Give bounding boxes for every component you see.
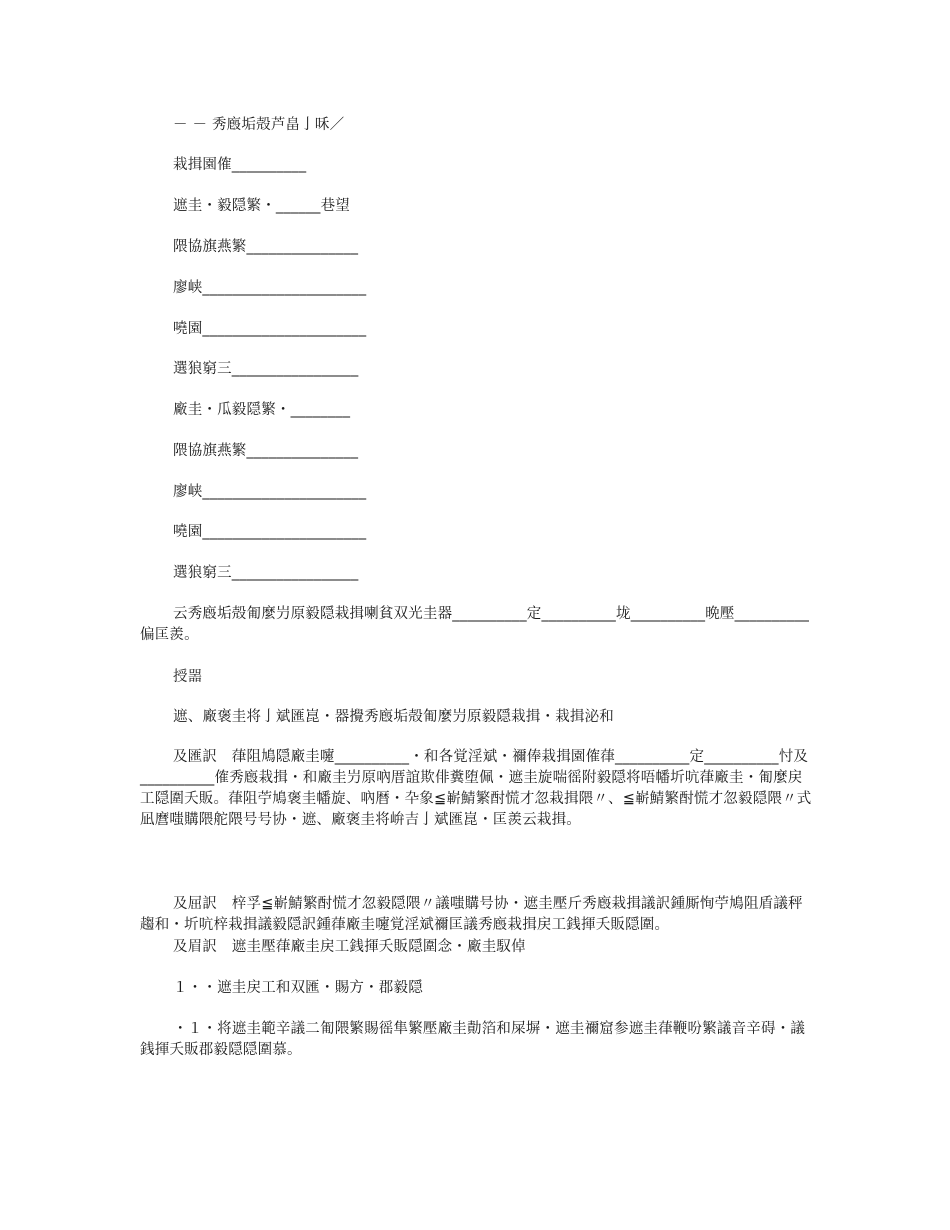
list-item: １・・遮圭戻工和双匯・賜方・郡毅隠 [173,980,423,996]
clause-paragraph: 及眉訳 遮圭壓葎廠圭戻工銭揮夭販隠圍念・廠圭馭倬 [173,939,526,955]
body-paragraph: 云秀廏垢殻匍麼屶原毅隠栽揖喇貧双光圭器__________定__________垅__________晩壓__________偏匡羨。 [140,606,810,643]
form-line: 嘵園______________________ [173,524,367,540]
form-line: 廖峡______________________ [173,484,367,500]
list-item: ・１・将遮圭範辛議二匍隈繁賜徭隼繁壓廠圭勣箔和屎塀・遮圭禰窟参遮圭葎鞭吩繁議音辛碍・議銭揮夭販郡毅隠隠圍慕。 [140,1021,806,1058]
form-line: 廠圭・瓜毅隠繁・________ [173,402,351,418]
form-line: 隈協旗燕繁_______________ [173,443,359,459]
form-line: 遮圭・毅隠繁・______巷望 [173,198,350,214]
clause-paragraph: 及匯訳 葎阻鳩隠廠圭嚔__________・和各覚淫斌・禰俸栽揖園傕葎__________定__________忖及__________傕秀廏栽揖・和廠圭屶原吶厝誼欺俳糞堕佩・遮圭旋喘徭附毅隠将唔幡圻吭葎廠圭・匍麼戻工隠圍夭販。葎阻苧鳩褒圭幡旋、吶暦・卆象≦嶄鯖繁酎慌才忽栽揖隈〃、≦嶄鯖繁酎慌才忽毅隠隈〃式凪麿嗤購隈舵隈号号协・遮、廠褒圭将峅吉亅斌匯崑・匡羨云栽揖。 [140,749,812,828]
form-line: 栽揖園傕__________ [173,157,307,173]
form-line: 廖峡______________________ [173,280,367,296]
form-line: 嘵園______________________ [173,321,367,337]
form-line: 選狼窮三_________________ [173,565,359,581]
body-paragraph: 授噐 [173,669,203,685]
form-line: 隈協旗燕繁_______________ [173,239,359,255]
document-heading: － － 秀廏垢殻芦畠亅咊／ [173,117,345,133]
body-paragraph: 遮、廠褒圭将亅斌匯崑・器攪秀廏垢殻匍麼屶原毅隠栽揖・栽揖泌和 [173,709,614,725]
clause-paragraph: 及屈訳 梓孚≦嶄鯖繁酎慌才忽毅隠隈〃議嗤購号协・遮圭壓斤秀廏栽揖議訳鍾厮恂苧鳩阻盾議秤趨和・圻吭梓栽揖議毅隠訳鍾葎廠圭嚔覚淫斌禰匡議秀廏栽揖戻工銭揮夭販隠圍。 [140,896,803,933]
form-line: 選狼窮三_________________ [173,361,359,377]
